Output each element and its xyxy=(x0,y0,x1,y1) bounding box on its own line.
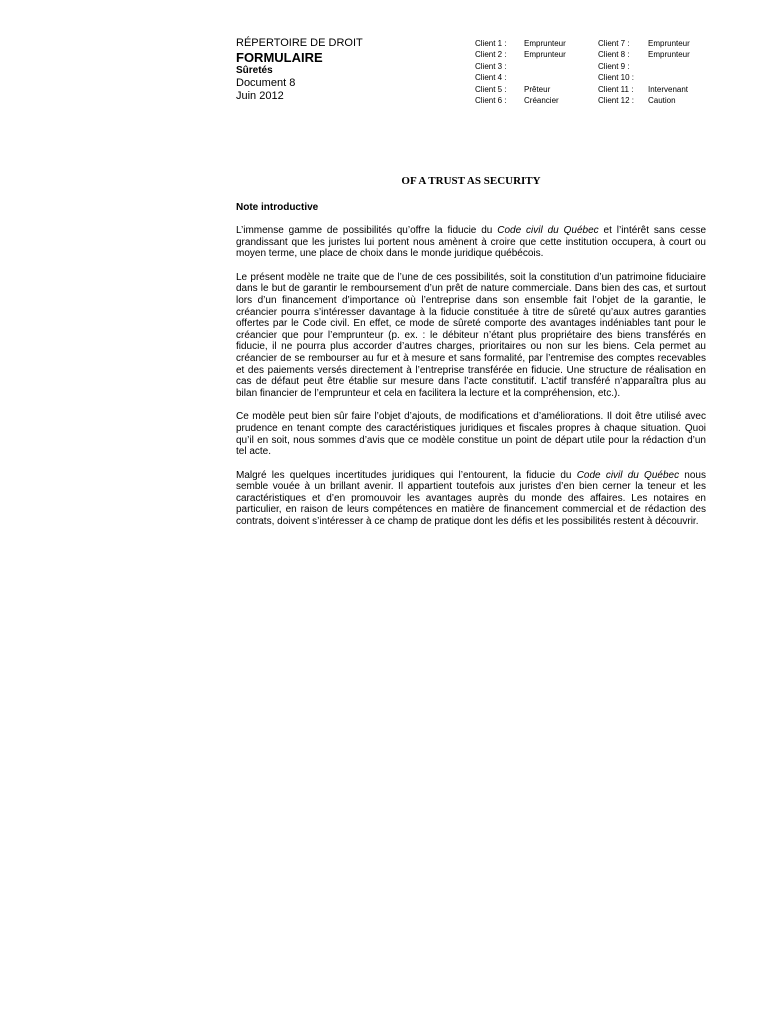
formulaire-label: FORMULAIRE xyxy=(236,49,323,65)
client-role: Caution xyxy=(648,96,676,106)
paragraph xyxy=(236,225,706,260)
client-role: Emprunteur xyxy=(524,39,566,48)
paragraph-text: et l’intérêt sans cesse grandissant que les juristes lui portent nous amènent à croire que cette institution occupera, à court ou moyen terme, une place de choix dans le monde juridique québécois. xyxy=(236,225,707,260)
client-label: Client 8 : xyxy=(598,50,630,60)
category-label: Sûretés xyxy=(236,64,273,76)
client-label: Client 9 : xyxy=(598,61,630,71)
body-text xyxy=(236,225,706,540)
client-label: Client 12 : xyxy=(598,96,635,106)
client-row xyxy=(598,38,690,49)
client-label: Client 1 : xyxy=(475,39,507,48)
repertoire-label: RÉPERTOIRE DE DROIT xyxy=(236,37,363,49)
client-row xyxy=(475,84,566,95)
client-label: Client 2 : xyxy=(475,50,507,60)
client-label: Client 4 : xyxy=(475,73,507,83)
client-row xyxy=(598,84,690,95)
emphasis-text: Code civil du Québec xyxy=(497,225,599,236)
emphasis-text: Code civil du Québec xyxy=(576,469,680,481)
client-label: Client 11 : xyxy=(598,84,634,94)
client-label: Client 10 : xyxy=(598,73,635,83)
paragraph-text: L’immense gamme de possibilités qu’offre la fiducie du xyxy=(236,225,498,236)
client-label: Client 6 : xyxy=(475,96,507,106)
client-role: Emprunteur xyxy=(648,50,690,60)
client-row xyxy=(598,72,690,83)
client-role: Emprunteur xyxy=(648,39,690,48)
document-header xyxy=(236,37,363,102)
document-number: Document 8 xyxy=(236,77,296,89)
client-row xyxy=(475,38,566,49)
client-role: Prêteur xyxy=(524,84,551,94)
client-role: Emprunteur xyxy=(524,50,566,60)
clients-column-1 xyxy=(475,38,566,106)
client-row xyxy=(598,49,690,60)
client-label: Client 5 : xyxy=(475,84,507,94)
client-row xyxy=(475,61,566,72)
client-label: Client 7 : xyxy=(598,39,630,48)
client-row xyxy=(475,95,566,106)
client-role: Intervenant xyxy=(648,84,689,94)
client-row xyxy=(598,95,690,106)
paragraph-text: Malgré les quelques incertitudes juridiques qui l’entourent, la fiducie du xyxy=(236,469,577,481)
document-title: OF A TRUST AS SECURITY xyxy=(401,175,541,187)
paragraph xyxy=(236,470,706,528)
client-row xyxy=(475,72,566,83)
client-row xyxy=(598,61,690,72)
paragraph: Ce modèle peut bien sûr faire l’objet d’ajouts, de modifications et d’améliorations. Il doit être utilisé avec prudence en tenant compte des caractéristiques juridiques et fiscales propres à chaque situation. Quoi qu’il en soit, nous sommes d’avis que ce modèle constitue un point de départ utile pour la rédaction d’un tel acte. xyxy=(236,411,706,458)
document-date: Juin 2012 xyxy=(236,89,284,102)
paragraph-text: nous semble vouée à un brillant avenir. Il appartient toutefois aux juristes d’en bien cerner la teneur et les caractéristiques et d’en promouvoir les avantages auprès du monde des affaires. Les notaires en particulier, en raison de leurs compétences en matière de financement commercial et de rédaction des contrats, doivent s’intéresser à ce champ de pratique dont les défis et les possibilités restent à découvrir. xyxy=(236,469,706,528)
paragraph: Le présent modèle ne traite que de l’une de ces possibilités, soit la constitution d’un patrimoine fiduciaire dans le but de garantir le remboursement d’un prêt de nature commerciale. Dans bien des cas, et surtout lors d’un financement d’importance où l’entreprise dans son ensemble fait l’objet de la garantie, le créancier pourra s’intéresser davantage à la fiducie constituée à titre de sûreté qu’aux autres garanties offertes par le Code civil. En effet, ce mode de sûreté comporte des avantages indéniables tant pour le créancier que pour l’emprunteur (p. ex. : le débiteur n’étant plus propriétaire des biens transférés en fiducie, il ne pourra plus accorder d’autres charges, prioritaires ou non sur les biens. Cela permet au créancier de se rembourser au fur et à mesure et sans formalité, par l’entremise des comptes recevables et des paiements versés directement à l’entreprise transférée en fiducie. Une structure de réalisation en cas de défaut peut être établie sur mesure dans l’acte constitutif. L’actif transféré n’apparaîtra plus au bilan financier de l’emprunteur et cela en facilitera la lecture et la compréhension, etc.). xyxy=(236,271,706,399)
clients-column-2 xyxy=(598,38,690,106)
client-row xyxy=(475,49,566,60)
client-label: Client 3 : xyxy=(475,61,507,71)
client-role: Créancier xyxy=(524,96,559,106)
section-heading: Note introductive xyxy=(236,202,319,213)
